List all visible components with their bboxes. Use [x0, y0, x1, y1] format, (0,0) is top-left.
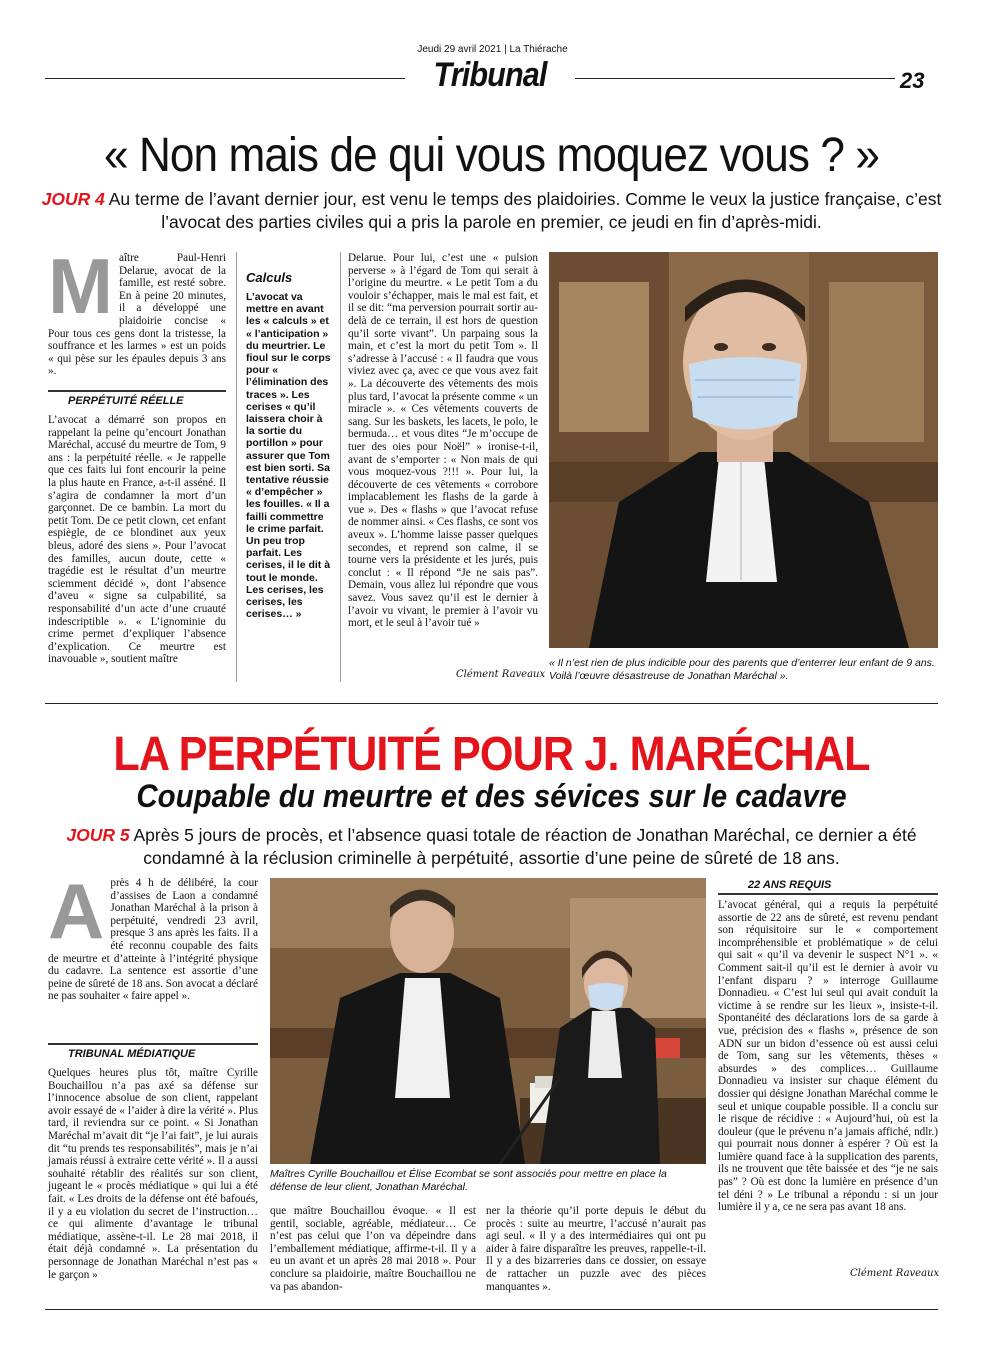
article2-col1-body	[48, 1067, 258, 1281]
article1-photo-caption: « Il n’est rien de plus indicible pour des parents que d’enterrer leur enfant de 9 ans. Voilà l’œuvre désastreuse de Jonathan Maréchal ».	[549, 657, 935, 682]
article2-lead-text: Après 5 jours de procès, et l’absence quasi totale de réaction de Jonathan Maréchal, ce dernier a été condamné à la réclusion criminelle à perpétuité, assortie d’une peine de sûreté de 18 ans.	[133, 825, 917, 868]
article2-photo	[270, 878, 706, 1164]
article1-subhead: PERPÉTUITÉ RÉELLE	[48, 390, 226, 407]
article2-col1-text: Quelques heures plus tôt, maître Cyrille Bouchaillou n’a pas axé sa défense sur l’innocence absolue de son client, rappelant avoir essayé de « l’aider à dire la vérité ». Plus tard, il reviendra sur ce point. « Si Jonathan Maréchal m’avait dit “je l’ai fait”, je lui aurais dit “tu prends tes responsabilités”, mais je n’ai jamais réussi à extraire cette vérité ». Il a aussi souhaité rétablir des réalités sur son client, jugeant le « procès médiatique » qui lui a été fait. « Les droits de la défense ont été bafoués, il y a eu violation du secret de l’instruction… ce qui alimente d’avantage le tribunal médiatique, assène-t-il. Le 28 mai 2018, il était déjà condamné ». La présentation du personnage de Jonathan Maréchal n’est pas « le garçon »	[48, 1067, 258, 1281]
article2-lead-tag: JOUR 5	[66, 825, 130, 845]
article1-dropcap: M	[48, 242, 113, 330]
header-rule-right	[575, 78, 895, 79]
article2-subhead-requis: 22 ANS REQUIS	[748, 879, 832, 891]
page-number: 23	[900, 68, 925, 93]
article1-title: « Non mais de qui vous moquez vous ? »	[103, 129, 880, 182]
courtroom-lawyers-image	[270, 878, 706, 1164]
dateline: Jeudi 29 avril 2021 | La Thiérache	[417, 44, 568, 55]
article1-column-divider-2	[340, 252, 341, 682]
article1-col1-text: L’avocat a démarré son propos en rappelant la peine qu’encourt Jonathan Maréchal, accusé du meurtre de Tom, 9 ans : la perpétuité réelle. « Je rappelle que ces faits lui font encourir la peine la plus haute en France, a-t-il asséné. Il s’agira de condamner la mort d’un garçonnet. De ce bambin. La mort du petit Tom. De ce petit clown, cet enfant espiègle, de ce blondinet aux yeux bleus, adoré des siens ». Pour l’avocat des familles, aucun doute, cette « tragédie est le résultat d’un meurtre sciemment décidé », dont l’absence d’aveu « signe sa culpabilité, sa responsabilité d’un acte d’une cruauté indescriptible ». « L’ignominie du crime permet d’expliquer l’absence d’explication. Ce meurtre est inavouable », soutient maître	[48, 414, 226, 666]
article1-col1-intro	[48, 242, 226, 378]
article1-col1-body	[48, 414, 226, 666]
article1-lead-tag: JOUR 4	[41, 189, 105, 209]
article2-dropcap: A	[48, 867, 105, 955]
article2-col2	[270, 1205, 476, 1293]
article2-photo-caption: Maîtres Cyrille Bouchaillou et Élise Ecombat se sont associés pour mettre en place la défense de leur client, Jonathan Maréchal.	[270, 1168, 667, 1193]
article1-column-divider	[236, 252, 237, 682]
article2-col4-text: L’avocat général, qui a requis la perpétuité assortie de 22 ans de sûreté, est revenu pendant son réquisitoire sur le « comportement incompréhensible et problématique » de celui qui sait « qu’il va devenir le suspect N°1 ». « Comment sait-il qu’il est le dernier à avoir vu l’enfant disparu ? » interroge Guillaume Donnadieu. « C’est lui seul qui avait conduit la victime à se rendre sur les lieux », insiste-t-il. Spontanéité des déclarations lors de sa garde à vue, précision des « flashs », présence de son ADN sur un bidon d’essence où est aussi celui de Tom, sang sur les vêtements, thèses « absurdes » des complices… Guillaume Donnadieu va insister sur chaque élément du dossier qui désigne Jonathan Maréchal comme le seul et unique coupable possible. Il a conclu sur le risque de récidive : « Aujourd’hui, où est la douleur (que le prévenu n’a jamais affiché, ndlr.) qui pourrait nous donner à espérer ? Où est la lumière quand face à la supplication des parents, ils ne trouvent que tête baissée et des “je ne sais pas” ? Où est donc la lumière en présence d’un tel déni ? » Le tribunal a répondu : si un jour lumière il y a, ce ne sera pas avant 18 ans.	[718, 899, 938, 1214]
article2-col4	[718, 899, 938, 1214]
footer-rule	[45, 1309, 938, 1310]
article2-col2-text: que maître Bouchaillou évoque. « Il est gentil, sociable, agréable, médiateur… Ce n’est pas celui que l’on va dépeindre dans l’emballement médiatique, affirme-t-il. Il y a eu un avant et un après 28 mai 2018 ». Pour conclure sa plaidoirie, maître Bouchaillou ne va pas abandon-	[270, 1205, 476, 1293]
article1-signature: Clément Raveaux	[456, 669, 546, 680]
article1-photo	[549, 252, 938, 648]
sidebar-text: L’avocat va mettre en avant les « calculs » et « l’anticipation » du meurtrier. Le fioul sur le corps pour « l’élimination des traces ». Les cerises « qu’il laissera choir à la sortie du portillon » pour assurer que Tom est bien sorti. Sa tentative réussie « d’empêcher » les fouilles. « Il a failli commettre le crime parfait. Un peu trop parfait. Les cerises, il le dit à tout le monde. Les cerises, les cerises, les cerises… »	[246, 291, 331, 621]
article2-title: LA PERPÉTUITÉ POUR J. MARÉCHAL	[113, 728, 870, 781]
article2-col1-intro	[48, 867, 258, 1003]
section-title: Tribunal	[433, 56, 547, 94]
courtroom-lawyer-image	[549, 252, 938, 648]
article1-intro-text: aître Paul-Henri Delarue, avocat de la famille, est resté sobre. En à peine 20 minutes, il a développé une plaidoirie concise « Pour tous ces gens dont la tristesse, la souffrance et les larmes » est un poids « qui pèse sur les épaules depuis 3 ans ».	[48, 252, 226, 378]
article1-lead	[40, 188, 943, 234]
article1-col3-text: Delarue. Pour lui, c’est une « pulsion perverse » à l’égard de Tom qui serait à l’origine du meurtre. « Le petit Tom a du vouloir s’échapper, mais le mal est fait, et il se dit: “ma perversion pourrait sortir au-delà de ce terrain, il est hors de question qu’il sorte vivant”. Un parpaing sous la main, et c’est la mort du petit Tom ». Il s’adresse à l’accusé : « Il faudra que vous viviez avec ça, avec ce que vous avez fait ». La découverte des vêtements des mois plus tard, l’avocat la présente comme « un miracle ». « Ces vêtements couverts de sang. Sur les baskets, les lacets, le polo, le bermuda… et vous dites “Je m’occupe de tuer des oies pour Noël” » ironise-t-il, avant de s’emporter : « Non mais de qui vous moquez-vous ?!!! ». Pour lui, la découverte de ces vêtements « corrobore implacablement les flashs de la garde à vue ». Des « flashs » que l’avocat refuse de nommer ainsi. « Ces flashs, ce sont vos aveux ». L’homme laisse passer quelques secondes, et reprend son calme, il se tourne vers la présidente et les jurés, puis conclut : « Il répond “Je ne sais pas”. Demain, vous allez lui répondre que vous savez. Vous savez qu’il est le dernier à l’avoir vu vivant, le premier à l’avoir vu mort, et le seul à l’avoir tué »	[348, 252, 538, 630]
article2-subhead-media: TRIBUNAL MÉDIATIQUE	[48, 1043, 258, 1060]
article2-col3	[486, 1205, 706, 1293]
sidebar-title: Calculs	[246, 270, 293, 285]
article2-lead	[40, 824, 943, 870]
article1-lead-text: Au terme de l’avant dernier jour, est venu le temps des plaidoiries. Comme le veux la justice française, c’est l’avocat des parties civiles qui a pris la parole en premier, ce jeudi en fin d’après-midi.	[108, 189, 942, 232]
article1-sidebar	[246, 270, 332, 620]
article2-signature: Clément Raveaux	[850, 1268, 940, 1279]
article2-col3-text: ner la théorie qu’il porte depuis le début du procès : suite au meurtre, l’accusé n’aurait pas agi seul. « Il y a des intermédiaires qui ont pu aider à faire disparaître les preuves, rappelle-t-il. Il y a des bizarreries dans ce dossier, on essaye de rattacher un puzzle avec des pièces manquantes ».	[486, 1205, 706, 1293]
article2-intro-text: près 4 h de délibéré, la cour d’assises de Laon a condamné Jonathan Maréchal à la prison à perpétuité, vendredi 23 avril, presque 3 ans après les faits. Il a été reconnu coupable des faits de meurtre et d’atteinte à l’intégrité physique du cadavre. La sentence est assortie d’une peine de sûreté de 18 ans. Son avocat a déclaré ne pas souhaiter « faire appel ».	[48, 877, 258, 1003]
article-separator	[45, 703, 938, 704]
header-rule-left	[45, 78, 405, 79]
article1-col3	[348, 252, 538, 630]
article2-subhead-rule	[718, 893, 938, 895]
article2-subtitle: Coupable du meurtre et des sévices sur le cadavre	[136, 778, 847, 814]
